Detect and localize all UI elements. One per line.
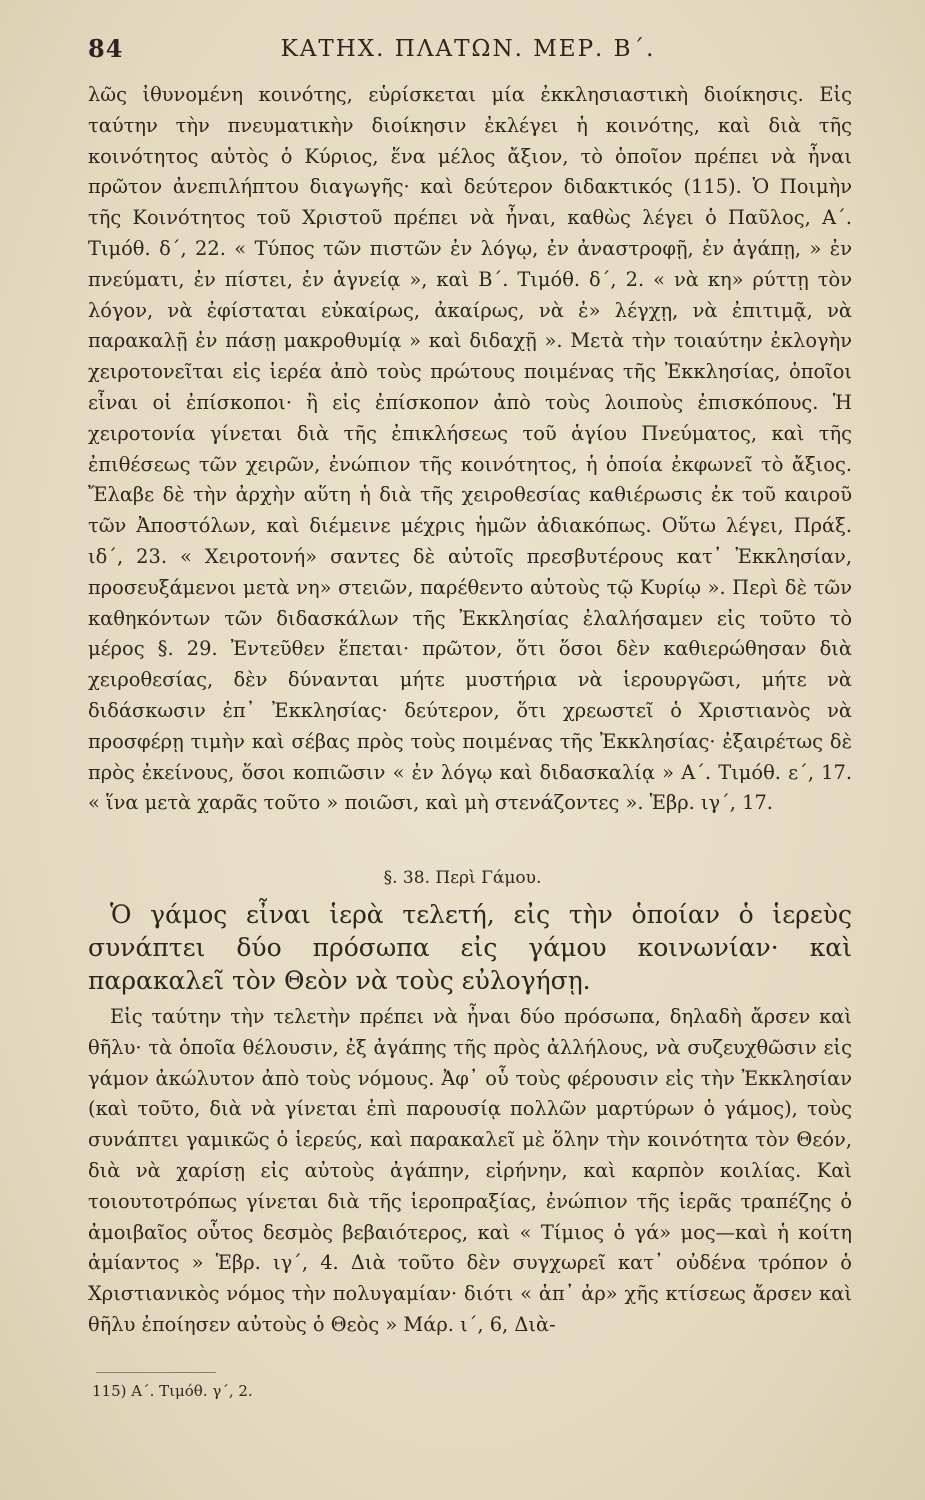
running-title: ΚΑΤΗΧ. ΠΛΑΤΩΝ. ΜΕΡ. Β΄.: [280, 36, 656, 62]
footnote: 115) Α΄. Τιμόθ. γ΄, 2.: [92, 1382, 253, 1400]
page-header: [88, 34, 848, 70]
section-intro: Ὁ γάμος εἶναι ἱερὰ τελετή, εἰς τὴν ὁποίαν ὁ ἱερεὺς συνάπτει δύο πρόσωπα εἰς γάμου κοινωνίαν· καὶ παρακαλεῖ τὸν Θεὸν νὰ τοὺς εὐλογήσῃ.: [88, 900, 852, 995]
footnote-divider: [96, 1372, 216, 1373]
body-paragraph-1: λῶς ἰθυνομένη κοινότης, εὑρίσκεται μία ἐκκλησιαστικὴ διοίκησις. Εἰς ταύτην τὴν πνευματικὴν διοίκησιν ἐκλέγει ἡ κοινότης, καὶ διὰ τῆς κοινότητος αὐτὸς ὁ Κύριος, ἕνα μέλος ἄξιον, τὸ ὁποῖον πρέπει νὰ ἦναι πρῶτον ἀνεπιλήπτου διαγωγῆς· καὶ δεύτερον διδακτικός (115). Ὁ Ποιμὴν τῆς Κοινότητος τοῦ Χριστοῦ πρέπει νὰ ἦναι, καθὼς λέγει ὁ Παῦλος, Α΄. Τιμόθ. δ΄, 22. « Τύπος τῶν πιστῶν ἐν λόγῳ, ἐν ἀναστροφῇ, ἐν ἀγάπῃ, » ἐν πνεύματι, ἐν πίστει, ἐν ἁγνείᾳ », καὶ Β΄. Τιμόθ. δ΄, 2. « νὰ κη» ρύττῃ τὸν λόγον, νὰ ἐφίσταται εὐκαίρως, ἀκαίρως, νὰ ἐ» λέγχῃ, νὰ ἐπιτιμᾷ, νὰ παρακαλῇ ἐν πάσῃ μακροθυμίᾳ » καὶ διδαχῇ ». Μετὰ τὴν τοιαύτην ἐκλογὴν χειροτονεῖται εἰς ἱερέα ἀπὸ τοὺς πρώτους ποιμένας τῆς Ἐκκλησίας, ὁποῖοι εἶναι οἱ ἐπίσκοποι· ἢ εἰς ἐπίσκοπον ἀπὸ τοὺς λοιποὺς ἐπισκόπους. Ἡ χειροτονία γίνεται διὰ τῆς ἐπικλήσεως τοῦ ἁγίου Πνεύματος, καὶ τῆς ἐπιθέσεως τῶν χειρῶν, ἐνώπιον τῆς κοινότητος, ἡ ὁποία ἐκφωνεῖ τὸ ἄξιος. Ἔλαβε δὲ τὴν ἀρχὴν αὕτη ἡ διὰ τῆς χειροθεσίας καθιέρωσις ἐκ τοῦ καιροῦ τῶν Ἀποστόλων, καὶ διέμεινε μέχρις ἡμῶν ἀδιακόπως. Οὕτω λέγει, Πράξ. ιδ΄, 23. « Χειροτονή» σαντες δὲ αὐτοῖς πρεσβυτέρους κατ᾿ Ἐκκλησίαν, προσευξάμενοι μετὰ νη» στειῶν, παρέθεντο αὐτοὺς τῷ Κυρίῳ ». Περὶ δὲ τῶν καθηκόντων τῶν διδασκάλων τῆς Ἐκκλησίας ἐλαλήσαμεν εἰς τοῦτο τὸ μέρος §. 29. Ἐντεῦθεν ἕπεται· πρῶτον, ὅτι ὅσοι δὲν καθιερώθησαν διὰ χειροθεσίας, δὲν δύνανται μήτε μυστήρια νὰ ἱερουργῶσι, μήτε νὰ διδάσκωσιν ἐπ᾿ Ἐκκλησίας· δεύτερον, ὅτι χρεωστεῖ ὁ Χριστιανὸς νὰ προσφέρῃ τιμὴν καὶ σέβας πρὸς τοὺς ποιμένας τῆς Ἐκκλησίας· ἐξαιρέτως δὲ πρὸς ἐκείνους, ὅσοι κοπιῶσιν « ἐν λόγῳ καὶ διδασκαλίᾳ » Α΄. Τιμόθ. ε΄, 17. « ἵνα μετὰ χαρᾶς τοῦτο » ποιῶσι, καὶ μὴ στενάζοντες ». Ἑβρ. ιγ΄, 17.: [88, 83, 852, 815]
section-heading: §. 38. Περὶ Γάμου.: [383, 868, 542, 888]
page-number: 84: [88, 34, 124, 63]
body-paragraph-2: Εἰς ταύτην τὴν τελετὴν πρέπει νὰ ἦναι δύο πρόσωπα, δηλαδὴ ἄρσεν καὶ θῆλυ· τὰ ὁποῖα θέλουσιν, ἐξ ἀγάπης τῆς πρὸς ἀλλήλους, νὰ συζευχθῶσιν εἰς γάμον ἀκώλυτον ἀπὸ τοὺς νόμους. Ἀφ᾿ οὗ τοὺς φέρουσιν εἰς τὴν Ἐκκλησίαν (καὶ τοῦτο, διὰ νὰ γίνεται ἐπὶ παρουσίᾳ πολλῶν μαρτύρων ὁ γάμος), τοὺς συνάπτει γαμικῶς ὁ ἱερεύς, καὶ παρακαλεῖ μὲ ὅλην τὴν κοινότητα τὸν Θεόν, διὰ νὰ χαρίσῃ εἰς αὐτοὺς ἀγάπην, εἰρήνην, καὶ καρπὸν κοιλίας. Καὶ τοιουτοτρόπως γίνεται διὰ τῆς ἱεροπραξίας, ἐνώπιον τῆς ἱερᾶς τραπέζης ὁ ἀμοιβαῖος οὗτος δεσμὸς βεβαιότερος, καὶ « Τίμιος ὁ γά» μος—καὶ ἡ κοίτη ἀμίαντος » Ἑβρ. ιγ΄, 4. Διὰ τοῦτο δὲν συγχωρεῖ κατ᾿ οὐδένα τρόπον ὁ Χριστιανικὸς νόμος τὴν πολυγαμίαν· διότι « ἀπ᾿ ἀρ» χῆς κτίσεως ἄρσεν καὶ θῆλυ ἐποίησεν αὐτοὺς ὁ Θεὸς » Μάρ. ι΄, 6, Διὰ-: [88, 1005, 852, 1336]
